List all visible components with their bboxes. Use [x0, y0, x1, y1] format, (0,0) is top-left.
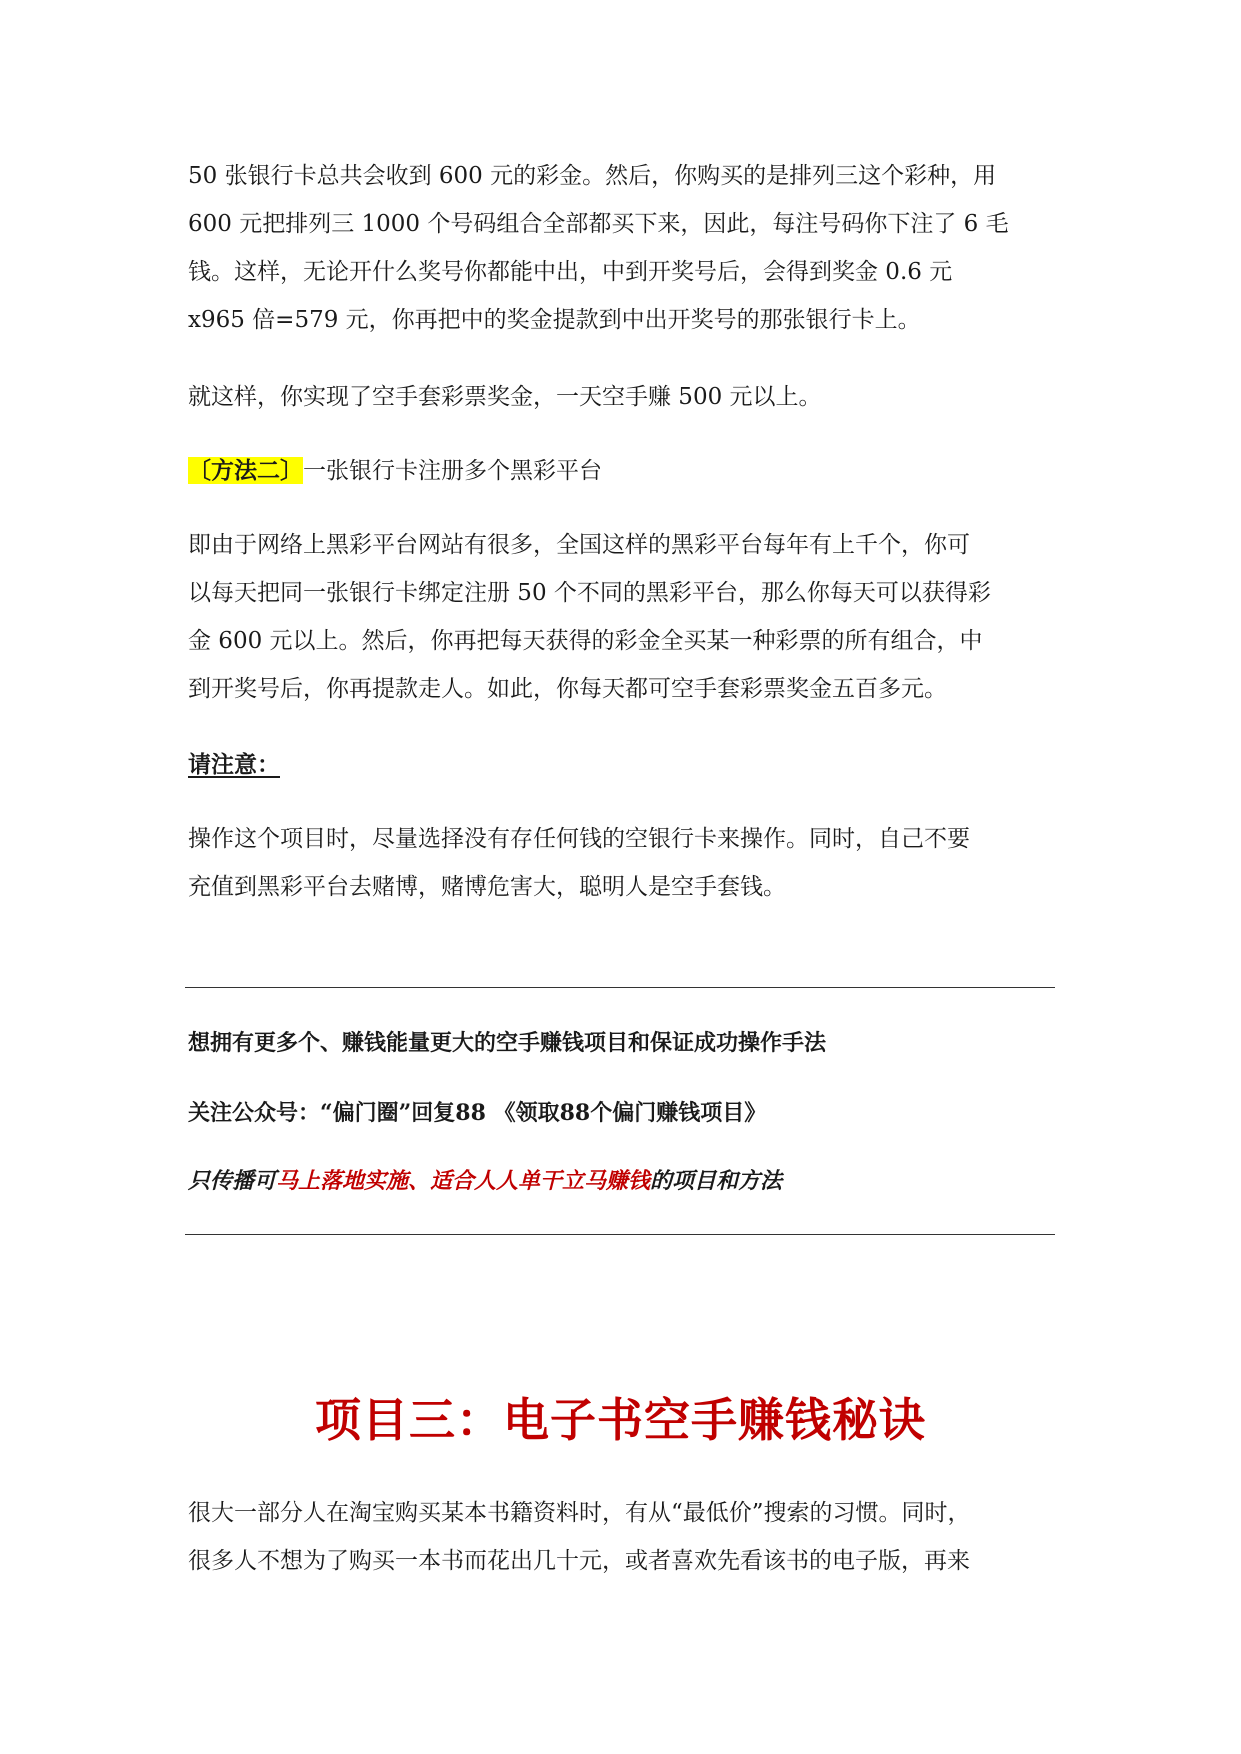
- promo-line-1: 想拥有更多个、赚钱能量更大的空手赚钱项目和保证成功操作手法: [188, 1030, 827, 1056]
- section-heading: 项目三：电子书空手赚钱秘诀: [315, 1393, 926, 1447]
- promo-line-2: 关注公众号：“偏门圈”回复88 《领取88个偏门赚钱项目》: [188, 1100, 767, 1126]
- paragraph-summary: [188, 373, 1058, 421]
- promo-line-3-highlight: 马上落地实施、适合人人单干立马赚钱: [276, 1168, 651, 1194]
- text-line: 到开奖号后，你再提款走人。如此，你每天都可空手套彩票奖金五百多元。: [188, 676, 947, 702]
- text-line: 很大一部分人在淘宝购买某本书籍资料时，有从“最低价”搜索的习惯。同时，: [188, 1500, 971, 1526]
- text-line: 600 元把排列三 1000 个号码组合全部都买下来，因此，每注号码你下注了 6 毛: [188, 211, 1009, 237]
- method-two-heading: [188, 447, 1058, 495]
- text-line: 金 600 元以上。然后，你再把每天获得的彩金全买某一种彩票的所有组合，中: [188, 628, 983, 654]
- text-line: 以每天把同一张银行卡绑定注册 50 个不同的黑彩平台，那么你每天可以获得彩: [188, 580, 991, 606]
- text-line: 很多人不想为了购买一本书而花出几十元，或者喜欢先看该书的电子版，再来: [188, 1548, 970, 1574]
- paragraph-ebook-intro: [188, 1489, 1058, 1585]
- text-line: 就这样，你实现了空手套彩票奖金，一天空手赚 500 元以上。: [188, 384, 822, 410]
- promo-line-3-suffix: 的项目和方法: [650, 1168, 783, 1194]
- divider-top: [185, 987, 1055, 988]
- paragraph-notice: [188, 815, 1058, 911]
- promo-line-3-prefix: 只传播可: [188, 1168, 277, 1194]
- paragraph-lottery-cards: [188, 152, 1058, 344]
- text-line: x965 倍=579 元，你再把中的奖金提款到中出开奖号的那张银行卡上。: [188, 307, 921, 333]
- text-line: 50 张银行卡总共会收到 600 元的彩金。然后，你购买的是排列三这个彩种，用: [188, 163, 997, 189]
- text-line: 操作这个项目时，尽量选择没有存任何钱的空银行卡来操作。同时，自己不要: [188, 826, 970, 852]
- text-line: 即由于网络上黑彩平台网站有很多，全国这样的黑彩平台每年有上千个，你可: [188, 532, 970, 558]
- method-two-title: 一张银行卡注册多个黑彩平台: [303, 458, 602, 484]
- promo-line-3: [188, 1164, 1058, 1195]
- text-line: 钱。这样，无论开什么奖号你都能中出，中到开奖号后，会得到奖金 0.6 元: [188, 259, 953, 285]
- paragraph-method-two: [188, 521, 1058, 713]
- notice-label: 请注意：: [188, 751, 280, 778]
- method-two-label: 〔方法二〕: [188, 457, 303, 484]
- notice-heading: [188, 741, 1058, 789]
- divider-bottom: [185, 1234, 1055, 1235]
- text-line: 充值到黑彩平台去赌博，赌博危害大，聪明人是空手套钱。: [188, 874, 786, 900]
